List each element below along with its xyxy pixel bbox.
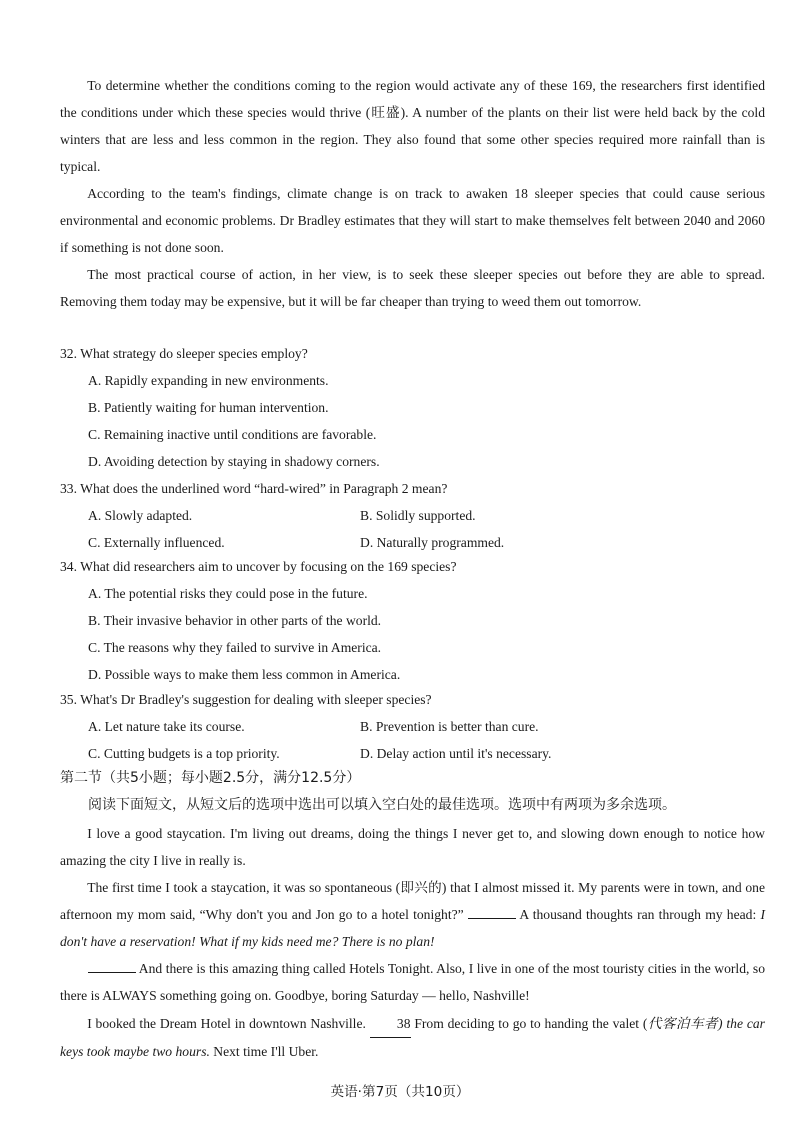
cloze-paragraph-3 bbox=[60, 955, 765, 1009]
question-35-option-c[interactable]: C. Cutting budgets is a top priority. bbox=[88, 746, 280, 761]
cloze-paragraph-2 bbox=[60, 874, 765, 955]
question-32-option-c[interactable]: C. Remaining inactive until conditions are favorable. bbox=[88, 427, 377, 442]
question-32-option-b[interactable]: B. Patiently waiting for human intervention. bbox=[88, 400, 329, 415]
cloze-paragraph-4-gloss: 代客泊车者) the car keys took maybe two hours. bbox=[60, 1016, 765, 1059]
question-32-stem: 32. What strategy do sleeper species employ? bbox=[60, 346, 308, 361]
question-33-stem: 33. What does the underlined word “hard-wired” in Paragraph 2 mean? bbox=[60, 481, 448, 496]
question-33-option-b[interactable]: B. Solidly supported. bbox=[360, 508, 476, 523]
question-34-option-d[interactable]: D. Possible ways to make them less common in America. bbox=[88, 667, 401, 682]
blank-36[interactable] bbox=[468, 904, 516, 919]
question-32-option-d[interactable]: D. Avoiding detection by staying in shadowy corners. bbox=[88, 454, 380, 469]
question-34-option-b[interactable]: B. Their invasive behavior in other parts of the world. bbox=[88, 613, 382, 628]
question-34-option-a[interactable]: A. The potential risks they could pose in the future. bbox=[88, 586, 368, 601]
cloze-paragraph-3-text: And there is this amazing thing called Hotels Tonight. Also, I live in one of the most touristy cities in the world, so there is ALWAYS something going on. Goodbye, boring Saturday — hello, Nashville! bbox=[60, 961, 765, 1003]
question-35-option-d[interactable]: D. Delay action until it's necessary. bbox=[360, 746, 552, 761]
cloze-paragraph-4-text: I booked the Dream Hotel in downtown Nashville. bbox=[87, 1016, 370, 1031]
section-2-instruction: 阅读下面短文，从短文后的选项中选出可以填入空白处的最佳选项。选项中有两项为多余选项。 bbox=[88, 797, 676, 813]
blank-37[interactable] bbox=[88, 958, 136, 973]
passage-paragraph-2: According to the team's findings, climate change is on track to awaken 18 sleeper species that could cause serious environmental and economic problems. Dr Bradley estimates that they will start to make themselves felt between 2040 and 2060 if something is not done soon. bbox=[60, 186, 765, 255]
question-33-option-a[interactable]: A. Slowly adapted. bbox=[88, 508, 193, 523]
passage-paragraph-1: To determine whether the conditions coming to the region would activate any of these 169, the researchers first identified the conditions under which these species would thrive (旺盛). A number of the plants on their list were held back by the cold winters that are less and less common in the region. They also found that some other species required more rainfall than is typical. bbox=[60, 78, 765, 174]
question-33-option-c[interactable]: C. Externally influenced. bbox=[88, 535, 225, 550]
page-footer: 英语·第7页（共10页） bbox=[330, 1084, 470, 1100]
question-34-option-c[interactable]: C. The reasons why they failed to survive in America. bbox=[88, 640, 382, 655]
cloze-paragraph-2-text: The first time I took a staycation, it was so spontaneous (即兴的) that I almost missed it. My parents were in town, and one afternoon my mom said, “Why don't you and Jon go to a hotel tonight?” bbox=[60, 880, 765, 922]
cloze-paragraph-4-text-c: Next time I'll Uber. bbox=[209, 1044, 319, 1059]
section-2-heading: 第二节（共5小题；每小题2.5分，满分12.5分） bbox=[60, 770, 361, 786]
cloze-paragraph-2-italic: I don't have a reservation! What if my kids need me? There is no plan! bbox=[60, 907, 766, 949]
question-35-option-b[interactable]: B. Prevention is better than cure. bbox=[360, 719, 539, 734]
blank-38[interactable]: 38 bbox=[370, 1010, 411, 1038]
question-34-stem: 34. What did researchers aim to uncover by focusing on the 169 species? bbox=[60, 559, 457, 574]
cloze-paragraph-4-text-b: From deciding to go to handing the valet ( bbox=[410, 1016, 648, 1031]
cloze-paragraph-2-text-b: A thousand thoughts ran through my head: bbox=[515, 907, 761, 922]
question-32-option-a[interactable]: A. Rapidly expanding in new environments. bbox=[88, 373, 329, 388]
passage-paragraph-3: The most practical course of action, in her view, is to seek these sleeper species out before they are able to spread. Removing them today may be expensive, but it will be far cheaper than trying to weed them out tomorrow. bbox=[60, 267, 765, 309]
cloze-paragraph-4 bbox=[60, 1010, 765, 1065]
cloze-paragraph-1: I love a good staycation. I'm living out dreams, doing the things I never get to, and slowing down enough to notice how amazing the city I live in really is. bbox=[60, 826, 765, 868]
question-35-stem: 35. What's Dr Bradley's suggestion for dealing with sleeper species? bbox=[60, 692, 432, 707]
question-33-option-d[interactable]: D. Naturally programmed. bbox=[360, 535, 505, 550]
question-35-option-a[interactable]: A. Let nature take its course. bbox=[88, 719, 245, 734]
